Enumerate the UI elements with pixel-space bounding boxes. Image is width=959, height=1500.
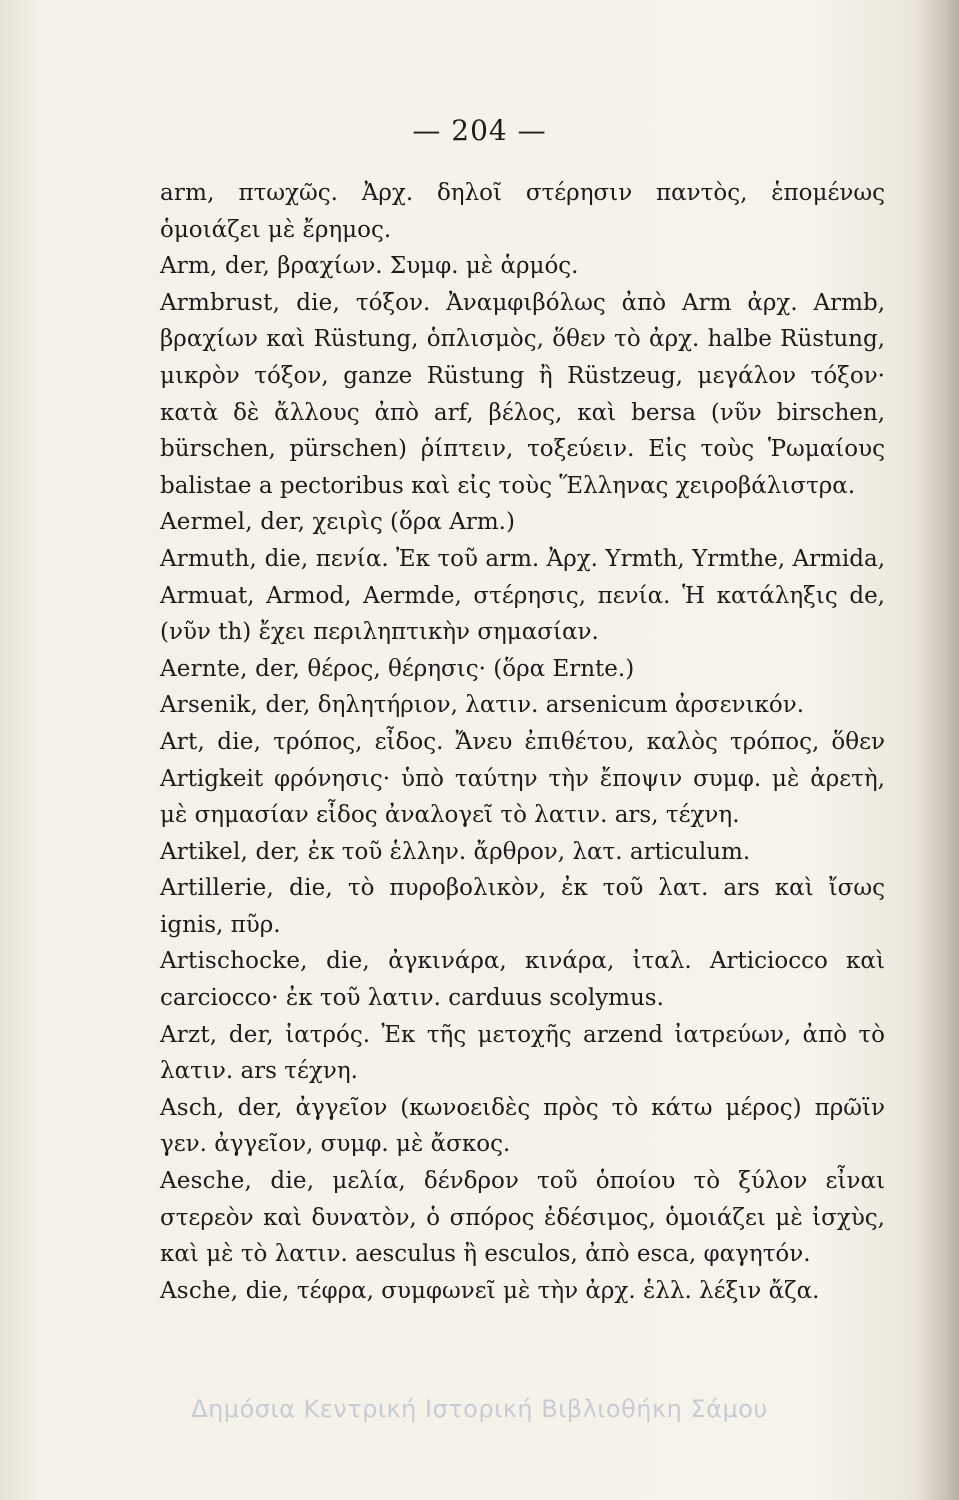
entry-definition: πτωχῶς. Ἀρχ. δηλοῖ στέρησιν παντὸς, ἑπομένως ὁμοιάζει μὲ ἔρημος. (160, 180, 886, 243)
entry-asche (160, 1273, 885, 1310)
entry-armuth (160, 541, 885, 651)
entry-headword: Aernte, der, (160, 655, 301, 682)
entry-headword: Asch, der, (160, 1094, 283, 1121)
entry-headword: Arzt, der, (160, 1021, 274, 1048)
entry-definition: ἐκ τοῦ ἑλλην. ἄρθρον, λατ. articulum. (307, 838, 751, 865)
entry-headword: Artikel, der, (160, 838, 301, 865)
entry-headword: Arm, der, (160, 253, 270, 280)
entry-headword: Artillerie, die, (160, 875, 333, 902)
entry-definition: πενία. Ἐκ τοῦ arm. Ἀρχ. Yrmth, Yrmthe, Armida, Armuat, Armod, Aermde, στέρησις, πενία. Ἡ κατάληξις de, (νῦν th) ἔχει περιληπτικὴν σημασίαν. (160, 545, 885, 646)
entry-headword: Art, die, (160, 728, 262, 755)
entry-arzt (160, 1017, 885, 1090)
entry-arm-adj (160, 175, 885, 248)
entry-headword: Aermel, der, (160, 509, 306, 536)
entry-asch (160, 1090, 885, 1163)
entry-definition: χειρὶς (ὅρα Arm.) (312, 509, 515, 536)
entry-armbrust (160, 285, 885, 505)
entry-aermel (160, 504, 885, 541)
entry-headword: Artischocke, die, (160, 948, 370, 975)
entry-definition: τρόπος, εἶδος. Ἄνευ ἐπιθέτου, καλὸς τρόπος, ὅθεν Artigkeit φρόνησις· ὑπὸ ταύτην τὴν ἔποψιν συμφ. μὲ ἀρετὴ, μὲ σημασίαν εἶδος ἀναλογεῖ τὸ λατιν. ars, τέχνη. (160, 728, 885, 829)
entry-artischocke (160, 943, 885, 1016)
entry-headword: Aesche, die, (160, 1168, 315, 1195)
entry-headword: Armuth, die, (160, 545, 309, 572)
entry-definition: τὸ πυροβολικὸν, ἐκ τοῦ λατ. ars καὶ ἴσως ignis, πῦρ. (160, 875, 886, 938)
entry-arsenik (160, 687, 885, 724)
entry-artikel (160, 834, 885, 871)
entry-arm (160, 248, 885, 285)
entry-headword: Asche, die, (160, 1277, 290, 1304)
entry-definition: τόξον. Ἀναμφιβόλως ἀπὸ Arm ἀρχ. Armb, βραχίων καὶ Rüstung, ὁπλισμὸς, ὅθεν τὸ ἀρχ. halbe Rüstung, μικρὸν τόξον, ganze Rüstung ἢ Rüstzeug, μεγάλον τόξον· κατὰ δὲ ἄλλους ἀπὸ arf, βέλος, καὶ bersa (νῦν birschen, bürschen, pürschen) ῥίπτειν, τοξεύειν. Εἰς τοὺς Ῥωμαίους balistae a pectoribus καὶ εἰς τοὺς Ἕλληνας χειροβάλιστρα. (160, 289, 886, 499)
entry-definition: ἰατρός. Ἐκ τῆς μετοχῆς arzend ἰατρεύων, ἀπὸ τὸ λατιν. ars τέχνη. (160, 1021, 886, 1085)
page-number: — 204 — (412, 114, 547, 147)
dictionary-entries (160, 175, 885, 1309)
entry-definition: ἀγγεῖον (κωνοειδὲς πρὸς τὸ κάτω μέρος) πρῶϊν γεν. ἀγγεῖον, συμφ. μὲ ἄσκος. (160, 1094, 886, 1158)
entry-aernte (160, 651, 885, 688)
entry-definition: δηλητήριον, λατιν. arsenicum ἀρσενικόν. (317, 692, 805, 719)
entry-art (160, 724, 885, 834)
entry-definition: ἀγκινάρα, κινάρα, ἰταλ. Articiocco καὶ carciocco· ἐκ τοῦ λατιν. carduus scolymus. (160, 948, 885, 1012)
entry-aesche (160, 1163, 885, 1273)
entry-definition: θέρος, θέρησις· (ὅρα Ernte.) (307, 655, 635, 682)
entry-headword: arm, (160, 180, 215, 206)
entry-headword: Arsenik, der, (160, 692, 311, 719)
entry-definition: μελία, δένδρον τοῦ ὁποίου τὸ ξύλον εἶναι στερεὸν καὶ δυνατὸν, ὁ σπόρος ἐδέσιμος, ὁμοιάζει μὲ ἰσχὺς, καὶ μὲ τὸ λατιν. aesculus ἢ esculos, ἀπὸ esca, φαγητόν. (160, 1168, 885, 1268)
entry-artillerie (160, 870, 885, 943)
entry-definition: τέφρα, συμφωνεῖ μὲ τὴν ἀρχ. ἑλλ. λέξιν ἄζα. (296, 1277, 820, 1304)
page-fold-shadow (919, 0, 959, 1500)
entry-headword: Armbrust, die, (160, 289, 341, 316)
library-watermark: Δημόσια Κεντρική Ιστορική Βιβλιοθήκη Σάμου (191, 1395, 768, 1423)
entry-definition: βραχίων. Συμφ. μὲ ἁρμός. (277, 253, 579, 280)
